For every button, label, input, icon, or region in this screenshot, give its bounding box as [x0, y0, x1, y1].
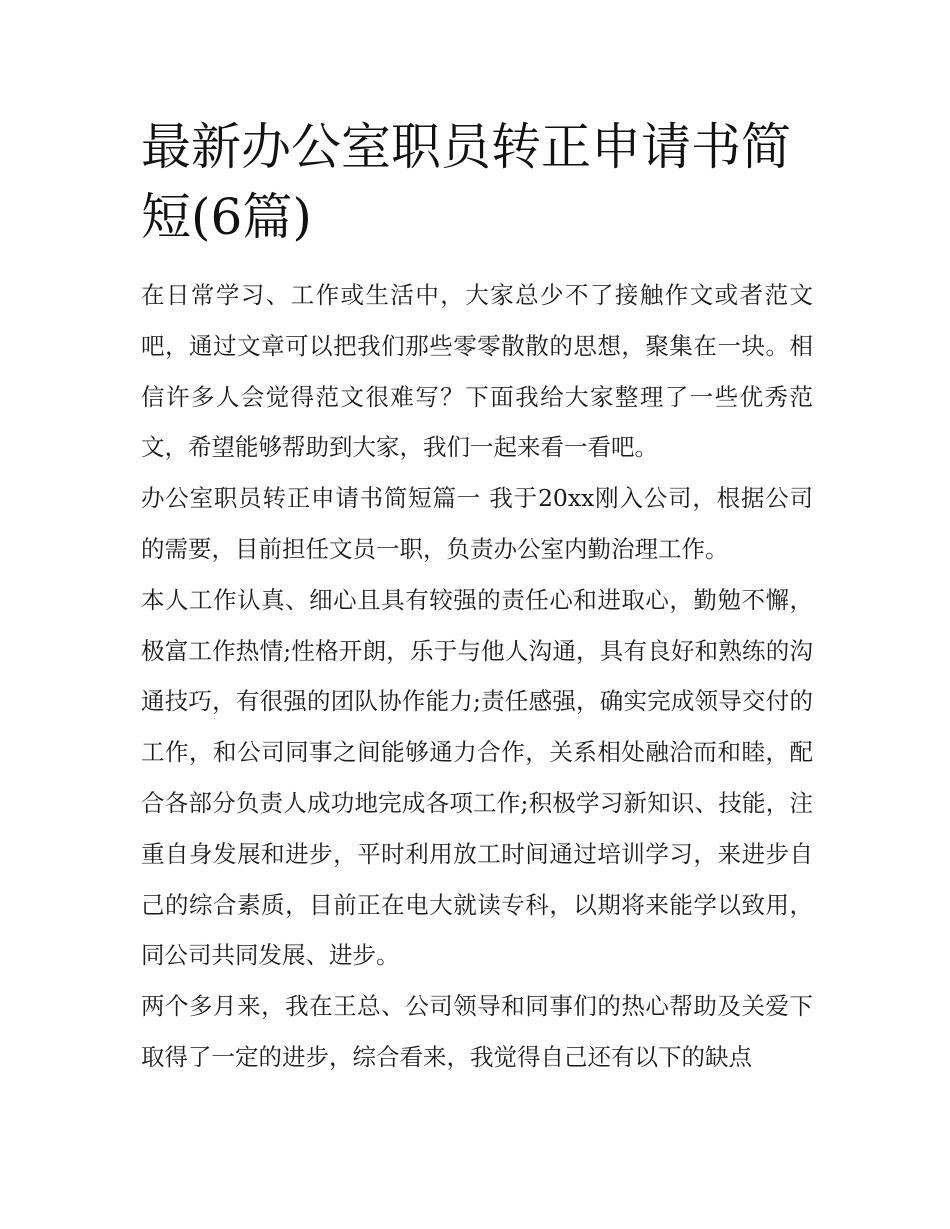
document-title: 最新办公室职员转正申请书简短(6篇): [141, 118, 791, 246]
document-body: [141, 270, 813, 1083]
paragraph-self-assessment: 本人工作认真、细心且具有较强的责任心和进取心，勤勉不懈，极富工作热情;性格开朗，乐于与他人沟通，具有良好和熟练的沟通技巧，有很强的团队协作能力;责任感强，确实完成领导交付的工作，和公司同事之间能够通力合作，关系相处融洽而和睦，配合各部分负责人成功地完成各项工作;积极学习新知识、技能，注重自身发展和进步，平时利用放工时间通过培训学习，来进步自己的综合素质，目前正在电大就读专科，以期将来能学以致用，同公司共同发展、进步。: [141, 585, 813, 970]
document-content: [141, 112, 813, 1083]
paragraph-shortcomings: 两个多月来，我在王总、公司领导和同事们的热心帮助及关爱下取得了一定的进步，综合看来，我觉得自己还有以下的缺点: [141, 992, 813, 1071]
paragraph-intro: 在日常学习、工作或生活中，大家总少不了接触作文或者范文吧，通过文章可以把我们那些零零散散的思想，聚集在一块。相信许多人会觉得范文很难写？下面我给大家整理了一些优秀范文，希望能够帮助到大家，我们一起来看一看吧。: [141, 281, 813, 462]
paragraph-section-one: 办公室职员转正申请书简短篇一 我于20xx刚入公司，根据公司的需要，目前担任文员一职，负责办公室内勤治理工作。: [141, 484, 813, 563]
